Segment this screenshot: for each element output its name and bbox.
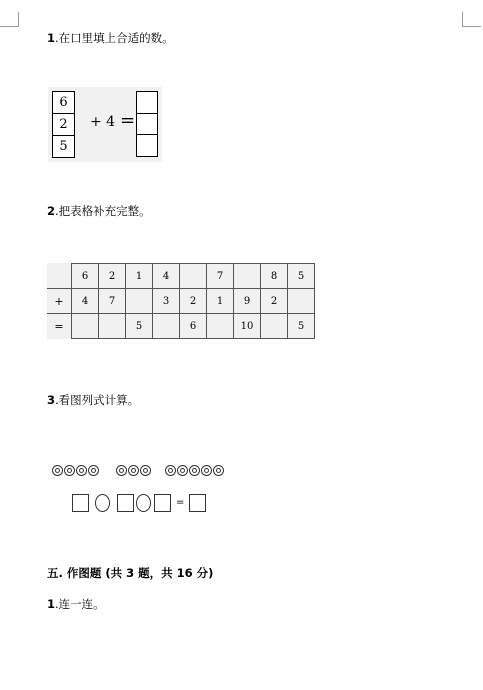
table-row (47, 314, 315, 339)
table-cell[interactable] (72, 314, 99, 339)
table-cell[interactable] (126, 289, 153, 314)
circle-group (116, 465, 151, 479)
table-cell[interactable] (207, 314, 234, 339)
table-cell: 9 (234, 289, 261, 314)
table-cell: 3 (153, 289, 180, 314)
table-cell: 5 (126, 314, 153, 339)
question-3-number: 3 (47, 393, 56, 407)
question-2-number: 2 (47, 204, 56, 218)
table-cell: 5 (288, 264, 315, 289)
circle-icon (165, 465, 176, 476)
answer-box[interactable] (154, 494, 171, 512)
circle-icon (88, 465, 99, 476)
answer-box[interactable] (117, 494, 134, 512)
circle-icon (64, 465, 75, 476)
question-1-figure (48, 87, 162, 162)
question-2-text: .把表格补充完整。 (55, 204, 151, 218)
answer-box[interactable] (72, 494, 89, 512)
circle-icon (128, 465, 139, 476)
answer-box[interactable] (136, 113, 158, 136)
circle-icon (140, 465, 151, 476)
number-column (52, 91, 74, 158)
number-cell: 5 (52, 135, 75, 158)
table-cell: 5 (288, 314, 315, 339)
question-5-1 (47, 597, 105, 611)
table-cell: 2 (99, 264, 126, 289)
table-cell: 7 (207, 264, 234, 289)
number-cell: 6 (52, 91, 75, 114)
question-1-number: 1 (47, 31, 56, 45)
table-cell: 1 (207, 289, 234, 314)
question-1 (47, 31, 174, 45)
circle-icon (213, 465, 224, 476)
answer-box[interactable] (136, 91, 158, 114)
circle-group (52, 465, 99, 479)
question-2 (47, 204, 151, 218)
number-cell: 2 (52, 113, 75, 136)
table-cell: + (47, 289, 72, 314)
table-cell: 7 (99, 289, 126, 314)
table-cell: 1 (126, 264, 153, 289)
circle-icon (116, 465, 127, 476)
table-cell[interactable] (153, 314, 180, 339)
circle-icon (76, 465, 87, 476)
table-cell[interactable] (99, 314, 126, 339)
question-5-1-text: .连一连。 (55, 597, 105, 611)
section-title: 五. 作图题 (共 3 题，共 16 分) (47, 566, 214, 580)
answer-box[interactable] (189, 494, 206, 512)
operator-circle[interactable] (95, 494, 110, 512)
table-cell[interactable] (261, 314, 288, 339)
circle-group (165, 465, 224, 479)
table-cell: 6 (72, 264, 99, 289)
page-corner-mark-top-right (462, 12, 481, 27)
question-5-1-number: 1 (47, 597, 56, 611)
equals-sign: = (120, 110, 136, 131)
question-1-text: .在口里填上合适的数。 (55, 31, 174, 45)
table-cell[interactable] (234, 264, 261, 289)
table-row (47, 264, 315, 289)
table-cell: 6 (180, 314, 207, 339)
table-cell: 2 (180, 289, 207, 314)
table-cell: 2 (261, 289, 288, 314)
table-cell: = (47, 314, 72, 339)
table-cell (47, 264, 72, 289)
table-cell[interactable] (180, 264, 207, 289)
plus-operator: + 4 (90, 114, 116, 130)
page-corner-mark-top-left (0, 12, 19, 27)
circle-icon (201, 465, 212, 476)
circle-icon (52, 465, 63, 476)
table-cell: 4 (72, 289, 99, 314)
operator-circle[interactable] (136, 494, 151, 512)
table-row (47, 289, 315, 314)
circle-icon (177, 465, 188, 476)
table-cell[interactable] (288, 289, 315, 314)
addition-table (47, 263, 315, 339)
answer-box-column (136, 91, 158, 157)
answer-box[interactable] (136, 134, 158, 157)
table-cell: 4 (153, 264, 180, 289)
table-cell: 8 (261, 264, 288, 289)
circle-icon (189, 465, 200, 476)
table-cell: 10 (234, 314, 261, 339)
equals-sign: = (176, 497, 185, 508)
question-3-text: .看图列式计算。 (55, 393, 140, 407)
question-3 (47, 393, 139, 407)
